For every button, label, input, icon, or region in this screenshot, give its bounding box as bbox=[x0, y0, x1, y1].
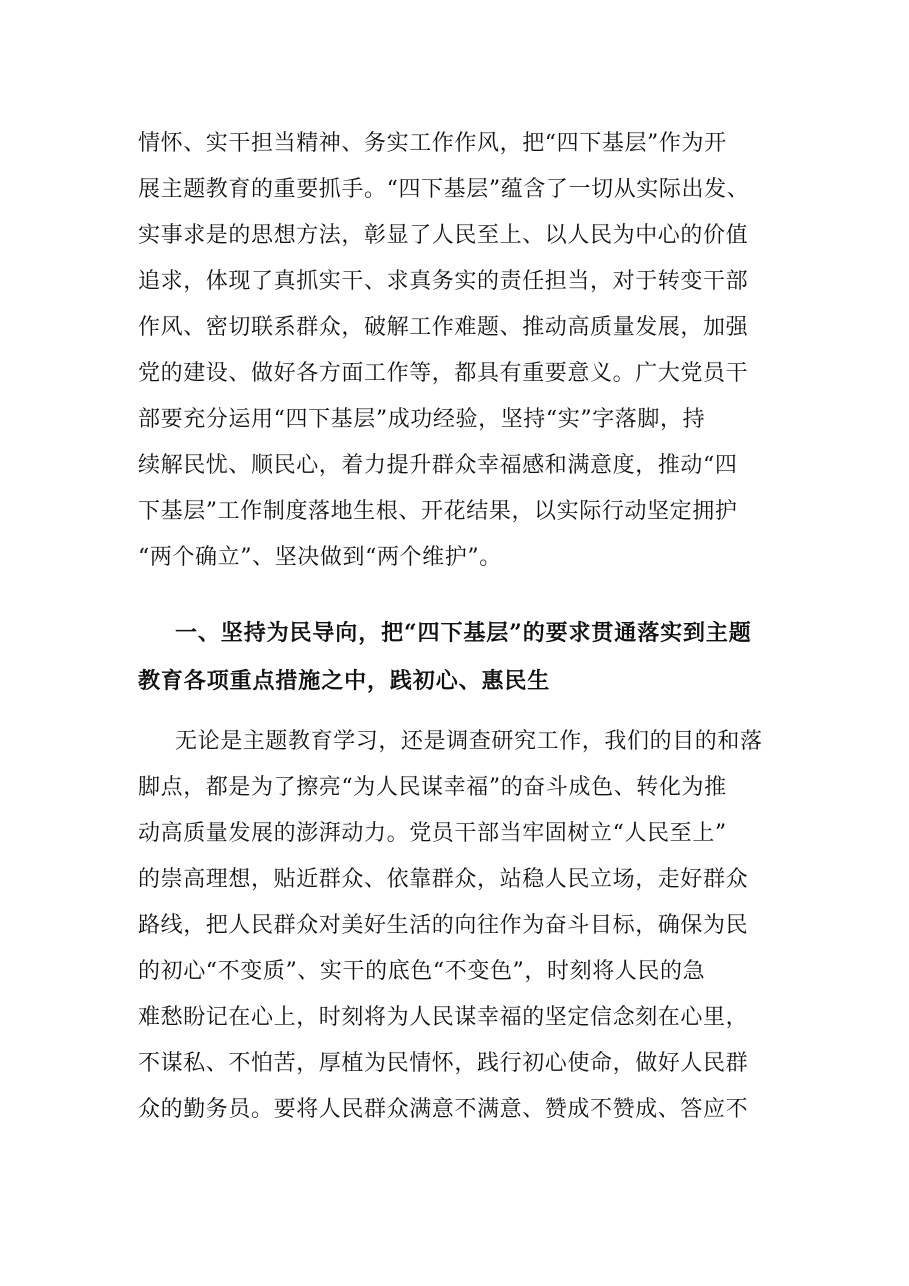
text-line: 不谋私、不怕苦，厚植为民情怀，践行初心使命，做好人民群 bbox=[138, 1051, 749, 1076]
text-line: 动高质量发展的澎湃动力。党员干部当牢固树立“人民至上” bbox=[138, 821, 727, 846]
text-line: 展主题教育的重要抓手。“四下基层”蕴含了一切从实际出发、 bbox=[138, 177, 750, 202]
heading-line: 教育各项重点措施之中，践初心、惠民生 bbox=[138, 668, 551, 694]
text-line: 脚点，都是为了擦亮“为人民谋幸福”的奋斗成色、转化为推 bbox=[138, 775, 727, 800]
text-line: 的初心“不变质”、实干的底色“不变色”，时刻将人民的急 bbox=[138, 959, 706, 984]
text-line: 难愁盼记在心上，时刻将为人民谋幸福的坚定信念刻在心里， bbox=[138, 1005, 749, 1030]
text-line: 部要充分运用“四下基层”成功经验，坚持“实”字落脚，持 bbox=[138, 407, 706, 432]
text-line: 的崇高理想，贴近群众、依靠群众，站稳人民立场，走好群众 bbox=[138, 867, 749, 892]
text-line: 情怀、实干担当精神、务实工作作风，把“四下基层”作为开 bbox=[138, 131, 727, 156]
text-line: 党的建设、做好各方面工作等，都具有重要意义。广大党员干 bbox=[138, 361, 749, 386]
text-line: 下基层”工作制度落地生根、开花结果，以实际行动坚定拥护 bbox=[138, 499, 738, 524]
text-line: 众的勤务员。要将人民群众满意不满意、赞成不赞成、答应不 bbox=[138, 1097, 749, 1122]
text-line: 无论是主题教育学习，还是调查研究工作，我们的目的和落 bbox=[175, 729, 763, 754]
text-line: 作风、密切联系群众，破解工作难题、推动高质量发展，加强 bbox=[138, 315, 749, 340]
text-line: 追求，体现了真抓实干、求真务实的责任担当，对于转变干部 bbox=[138, 269, 749, 294]
text-line: 续解民忧、顺民心，着力提升群众幸福感和满意度，推动“四 bbox=[138, 453, 738, 478]
text-line: 实事求是的思想方法，彰显了人民至上、以人民为中心的价值 bbox=[138, 223, 749, 248]
heading-line: 一、坚持为民导向，把“四下基层”的要求贯通落实到主题 bbox=[175, 620, 752, 646]
text-line: “两个确立”、坚决做到“两个维护”。 bbox=[138, 545, 502, 570]
text-line: 路线，把人民群众对美好生活的向往作为奋斗目标，确保为民 bbox=[138, 913, 749, 938]
